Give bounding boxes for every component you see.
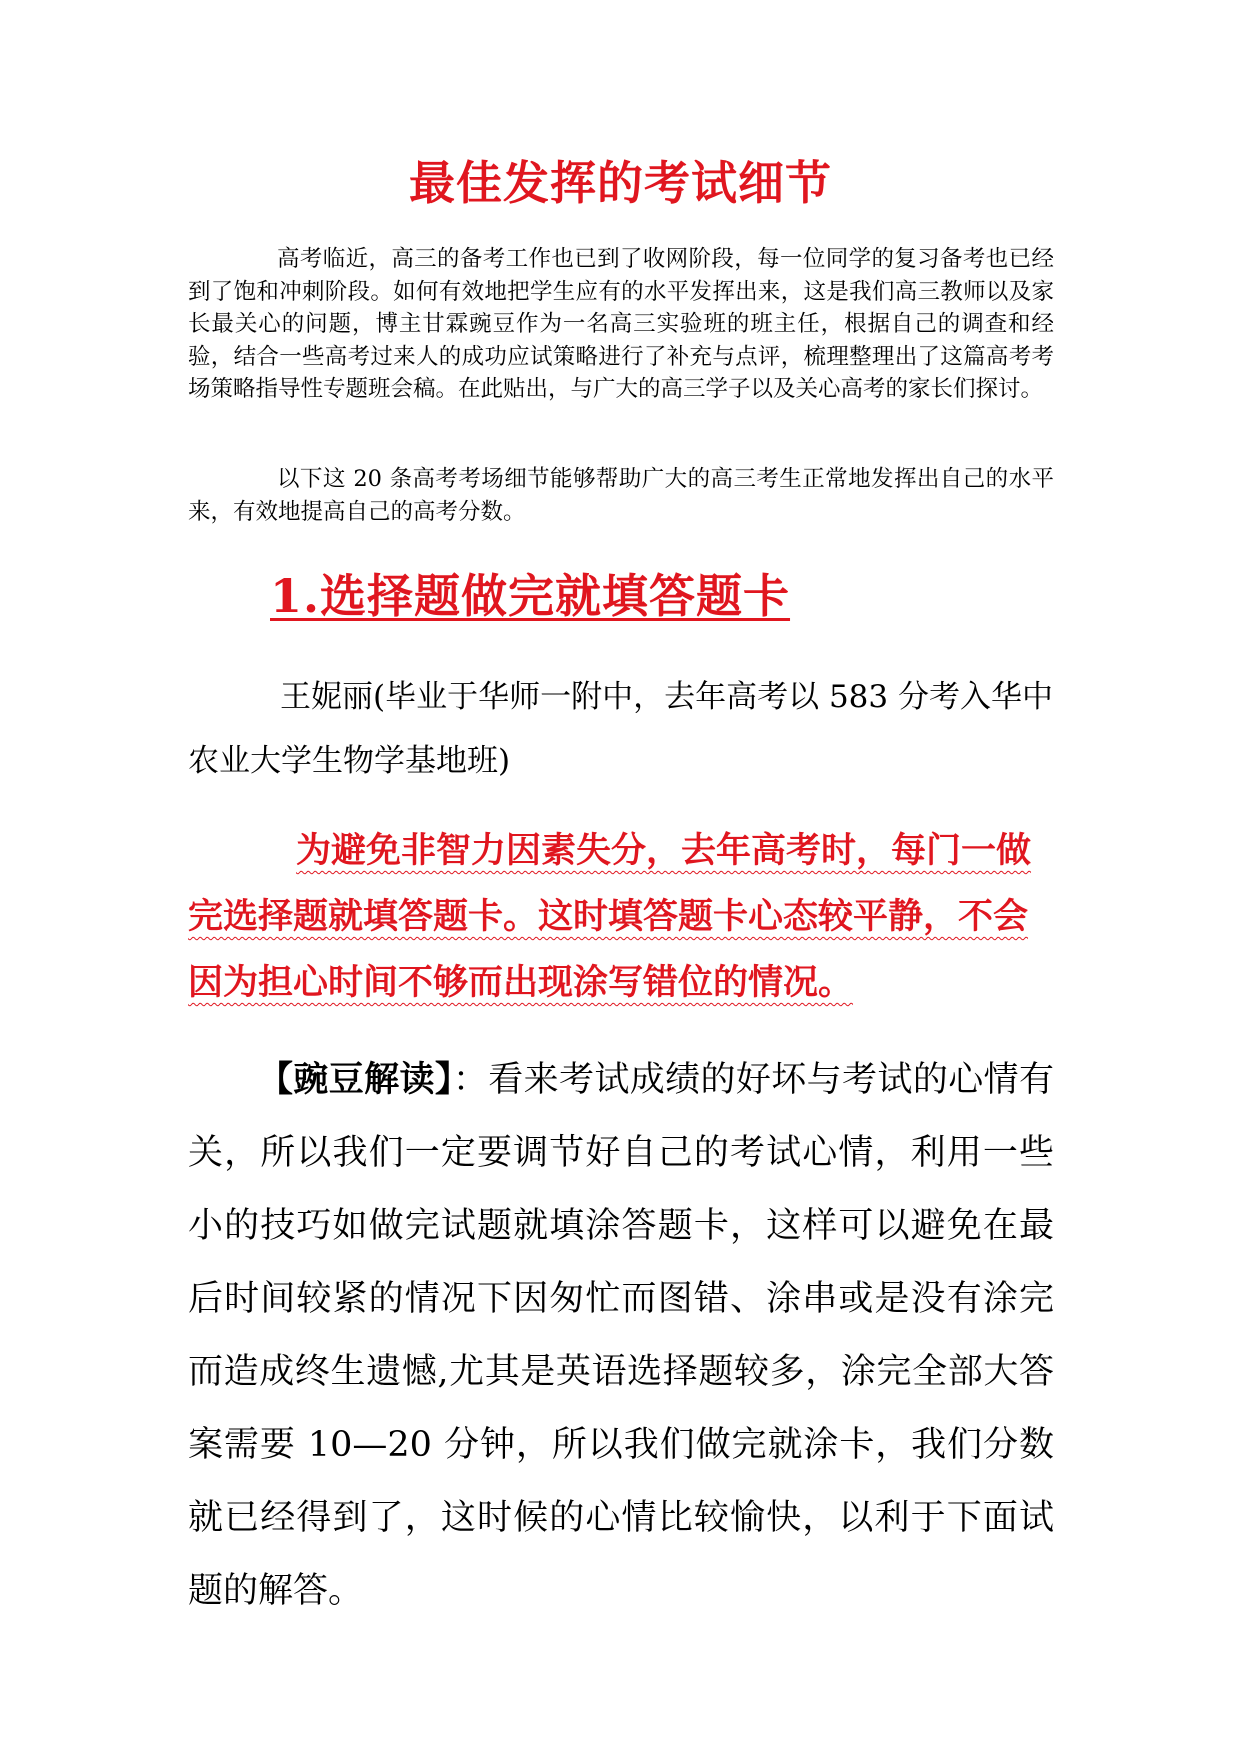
document-title: 最佳发挥的考试细节 [409, 156, 832, 210]
section-heading: 1.选择题做完就填答题卡 [270, 569, 791, 623]
intro-paragraph-1: 高考临近，高三的备考工作也已到了收网阶段，每一位同学的复习备考也已经到了饱和冲刺阶段。如何有效地把学生应有的水平发挥出来，这是我们高三教师以及家长最关心的问题，博主甘霖豌豆作为一名高三实验班的班主任，根据自己的调查和经验，结合一些高考过来人的成功应试策略进行了补充与点评，梳理整理出了这篇高考考场策略指导性专题班会稿。在此贴出，与广大的高三学子以及关心高考的家长们探讨。 [188, 246, 1054, 402]
commentary-text: ：看来考试成绩的好坏与考试的心情有关，所以我们一定要调节好自己的考试心情，利用一些小的技巧如做完试题就填涂答题卡，这样可以避免在最后时间较紧的情况下因匆忙而图错、涂串或是没有涂完而造成终生遗憾,尤其是英语选择题较多，涂完全部大答案需要 10—20 分钟，所以我们做完就涂卡，我们分数就已经得到了，这时候的心情比较愉快，以利于下面试题的解答。 [188, 1060, 1054, 1611]
highlighted-quote: 为避免非智力因素失分，去年高考时，每门一做完选择题就填答题卡。这时填答题卡心态较平静，不会因为担心时间不够而出现涂写错位的情况。 [188, 830, 1032, 1003]
intro-paragraph-2: 以下这 20 条高考考场细节能够帮助广大的高三考生正常地发挥出自己的水平来，有效地提高自己的高考分数。 [188, 466, 1054, 525]
commentary-paragraph [188, 1043, 1054, 1628]
commentary-tag: 【豌豆解读】 [258, 1059, 453, 1100]
author-line: 王妮丽(毕业于华师一附中，去年高考以 583 分考入华中农业大学生物学基地班) [188, 679, 1053, 779]
